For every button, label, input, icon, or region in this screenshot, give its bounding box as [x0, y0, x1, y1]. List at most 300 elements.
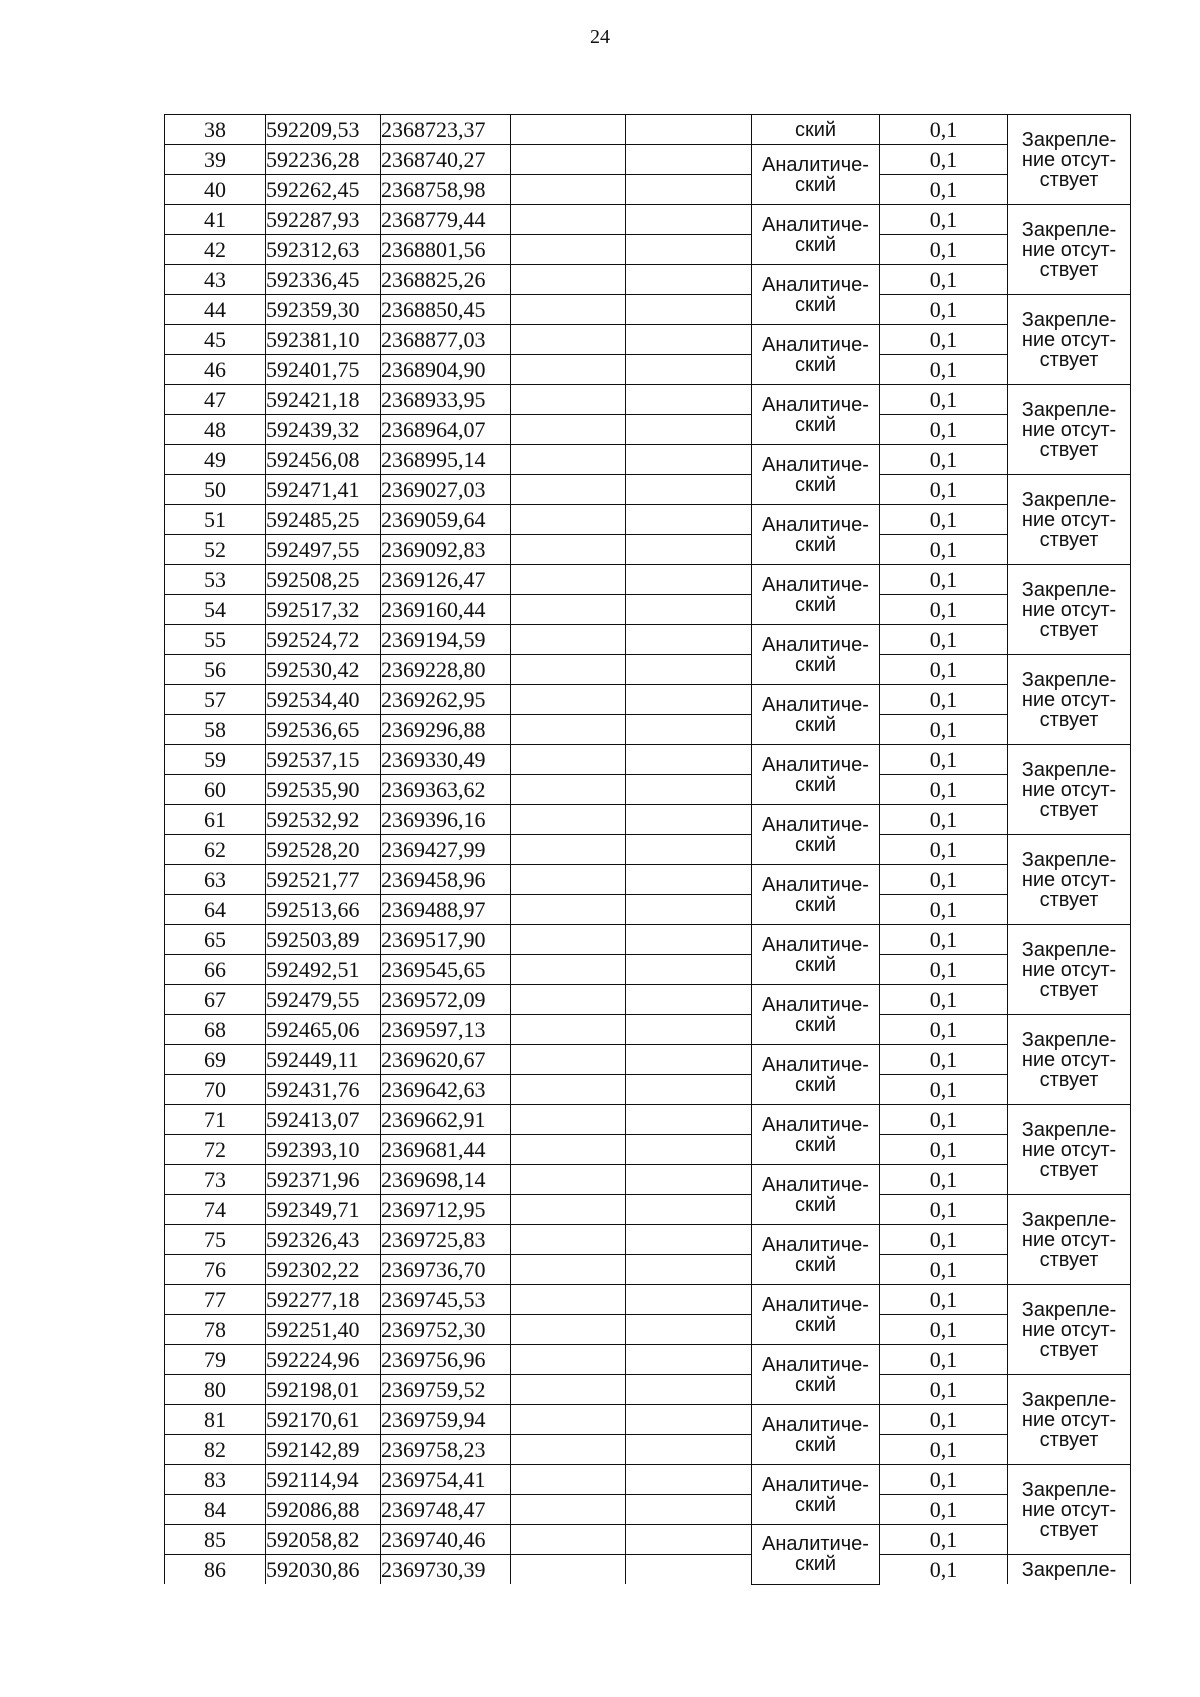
- method-cell-line: Аналитиче-: [762, 573, 869, 596]
- empty-cell: [511, 1435, 626, 1465]
- empty-cell: [511, 1195, 626, 1225]
- accuracy-cell: 0,1: [880, 1135, 1008, 1165]
- empty-cell: [511, 1285, 626, 1315]
- point-number-cell: 61: [165, 805, 266, 835]
- y-coordinate-cell: 2369740,46: [381, 1525, 511, 1555]
- y-coordinate-cell: 2369730,39: [381, 1555, 511, 1585]
- table-row: [165, 175, 1131, 205]
- method-cell-line: Аналитиче-: [762, 1233, 869, 1256]
- empty-cell: [626, 1435, 752, 1465]
- accuracy-cell: 0,1: [880, 1285, 1008, 1315]
- x-coordinate-cell: 592537,15: [266, 745, 381, 775]
- x-coordinate-cell: 592030,86: [266, 1555, 381, 1585]
- accuracy-cell: 0,1: [880, 1045, 1008, 1075]
- y-coordinate-cell: 2369330,49: [381, 745, 511, 775]
- accuracy-cell: 0,1: [880, 325, 1008, 355]
- method-cell: [752, 1105, 880, 1165]
- table-row: [165, 205, 1131, 235]
- method-cell-line: ский: [794, 1013, 837, 1036]
- point-number-cell: 70: [165, 1075, 266, 1105]
- empty-cell: [626, 1405, 752, 1435]
- empty-cell: [511, 535, 626, 565]
- method-cell-line: Аналитиче-: [762, 993, 869, 1016]
- point-number-cell: 43: [165, 265, 266, 295]
- point-number-cell: 40: [165, 175, 266, 205]
- method-cell: [752, 1465, 880, 1525]
- method-cell-line: Аналитиче-: [762, 813, 869, 836]
- fixing-cell: [1008, 385, 1131, 475]
- empty-cell: [626, 1465, 752, 1495]
- point-number-cell: 77: [165, 1285, 266, 1315]
- accuracy-cell: 0,1: [880, 1255, 1008, 1285]
- method-cell: [752, 865, 880, 925]
- accuracy-cell: 0,1: [880, 295, 1008, 325]
- method-cell-line: Аналитиче-: [762, 1173, 869, 1196]
- point-number-cell: 44: [165, 295, 266, 325]
- point-number-cell: 73: [165, 1165, 266, 1195]
- empty-cell: [511, 775, 626, 805]
- y-coordinate-cell: 2368801,56: [381, 235, 511, 265]
- x-coordinate-cell: 592277,18: [266, 1285, 381, 1315]
- x-coordinate-cell: 592371,96: [266, 1165, 381, 1195]
- fixing-cell-line: ние отсут-: [1021, 1498, 1117, 1521]
- fixing-cell-line: ние отсут-: [1021, 328, 1117, 351]
- table-row: [165, 895, 1131, 925]
- point-number-cell: 83: [165, 1465, 266, 1495]
- x-coordinate-cell: 592492,51: [266, 955, 381, 985]
- point-number-cell: 65: [165, 925, 266, 955]
- empty-cell: [626, 655, 752, 685]
- fixing-cell-line: ствует: [1039, 1518, 1099, 1541]
- x-coordinate-cell: 592535,90: [266, 775, 381, 805]
- y-coordinate-cell: 2368723,37: [381, 115, 511, 145]
- method-cell-line: ский: [794, 773, 837, 796]
- accuracy-cell: 0,1: [880, 745, 1008, 775]
- method-cell-line: ский: [794, 118, 837, 141]
- x-coordinate-cell: 592521,77: [266, 865, 381, 895]
- fixing-cell: [1008, 1555, 1131, 1585]
- empty-cell: [511, 1465, 626, 1495]
- method-cell: [752, 805, 880, 865]
- point-number-cell: 49: [165, 445, 266, 475]
- accuracy-cell: 0,1: [880, 1195, 1008, 1225]
- accuracy-cell: 0,1: [880, 775, 1008, 805]
- y-coordinate-cell: 2369597,13: [381, 1015, 511, 1045]
- table-row: [165, 1075, 1131, 1105]
- x-coordinate-cell: 592485,25: [266, 505, 381, 535]
- fixing-cell: [1008, 835, 1131, 925]
- x-coordinate-cell: 592349,71: [266, 1195, 381, 1225]
- fixing-cell-line: Закрепле-: [1021, 1028, 1117, 1051]
- accuracy-cell: 0,1: [880, 1495, 1008, 1525]
- table-row: [165, 985, 1131, 1015]
- empty-cell: [626, 1165, 752, 1195]
- empty-cell: [626, 715, 752, 745]
- method-cell-line: ский: [794, 1133, 837, 1156]
- method-cell-line: Аналитиче-: [762, 1473, 869, 1496]
- table-row: [165, 955, 1131, 985]
- x-coordinate-cell: 592524,72: [266, 625, 381, 655]
- fixing-cell-line: Закрепле-: [1021, 488, 1117, 511]
- table-row: [165, 385, 1131, 415]
- method-cell: [752, 745, 880, 805]
- y-coordinate-cell: 2369756,96: [381, 1345, 511, 1375]
- fixing-cell-line: Закрепле-: [1021, 128, 1117, 151]
- table-row: [165, 835, 1131, 865]
- x-coordinate-cell: 592471,41: [266, 475, 381, 505]
- method-cell: [752, 1225, 880, 1285]
- fixing-cell-line: ние отсут-: [1021, 148, 1117, 171]
- point-number-cell: 67: [165, 985, 266, 1015]
- accuracy-cell: 0,1: [880, 1465, 1008, 1495]
- y-coordinate-cell: 2369194,59: [381, 625, 511, 655]
- method-cell-line: ский: [794, 1433, 837, 1456]
- empty-cell: [626, 1255, 752, 1285]
- empty-cell: [626, 1225, 752, 1255]
- fixing-cell-line: ствует: [1039, 438, 1099, 461]
- table-row: [165, 1255, 1131, 1285]
- empty-cell: [626, 595, 752, 625]
- fixing-cell-line: ние отсут-: [1021, 1318, 1117, 1341]
- x-coordinate-cell: 592413,07: [266, 1105, 381, 1135]
- table-row: [165, 1135, 1131, 1165]
- method-cell: [752, 115, 880, 145]
- method-cell-line: ский: [794, 713, 837, 736]
- point-number-cell: 80: [165, 1375, 266, 1405]
- y-coordinate-cell: 2369736,70: [381, 1255, 511, 1285]
- x-coordinate-cell: 592326,43: [266, 1225, 381, 1255]
- accuracy-cell: 0,1: [880, 595, 1008, 625]
- x-coordinate-cell: 592209,53: [266, 115, 381, 145]
- coordinates-table: [164, 114, 1131, 1585]
- point-number-cell: 54: [165, 595, 266, 625]
- point-number-cell: 66: [165, 955, 266, 985]
- empty-cell: [511, 925, 626, 955]
- fixing-cell-line: Закрепле-: [1021, 1208, 1117, 1231]
- y-coordinate-cell: 2369517,90: [381, 925, 511, 955]
- empty-cell: [626, 865, 752, 895]
- empty-cell: [511, 505, 626, 535]
- method-cell: [752, 1525, 880, 1585]
- table-row: [165, 445, 1131, 475]
- accuracy-cell: 0,1: [880, 1165, 1008, 1195]
- method-cell-line: ский: [794, 1253, 837, 1276]
- x-coordinate-cell: 592449,11: [266, 1045, 381, 1075]
- x-coordinate-cell: 592439,32: [266, 415, 381, 445]
- accuracy-cell: 0,1: [880, 1525, 1008, 1555]
- empty-cell: [511, 895, 626, 925]
- empty-cell: [626, 1075, 752, 1105]
- empty-cell: [626, 1555, 752, 1585]
- table-row: [165, 1375, 1131, 1405]
- accuracy-cell: 0,1: [880, 1315, 1008, 1345]
- method-cell: [752, 625, 880, 685]
- method-cell-line: Аналитиче-: [762, 1113, 869, 1136]
- point-number-cell: 64: [165, 895, 266, 925]
- fixing-cell-line: Закрепле-: [1021, 1118, 1117, 1141]
- empty-cell: [511, 145, 626, 175]
- method-cell: [752, 685, 880, 745]
- empty-cell: [626, 415, 752, 445]
- y-coordinate-cell: 2368904,90: [381, 355, 511, 385]
- point-number-cell: 79: [165, 1345, 266, 1375]
- method-cell-line: Аналитиче-: [762, 1353, 869, 1376]
- method-cell-line: ский: [794, 653, 837, 676]
- x-coordinate-cell: 592086,88: [266, 1495, 381, 1525]
- empty-cell: [626, 235, 752, 265]
- empty-cell: [511, 745, 626, 775]
- empty-cell: [626, 565, 752, 595]
- empty-cell: [626, 1015, 752, 1045]
- accuracy-cell: 0,1: [880, 145, 1008, 175]
- empty-cell: [511, 1135, 626, 1165]
- fixing-cell-line: ние отсут-: [1021, 418, 1117, 441]
- empty-cell: [511, 1315, 626, 1345]
- method-cell-line: ский: [794, 1193, 837, 1216]
- y-coordinate-cell: 2369427,99: [381, 835, 511, 865]
- method-cell-line: ский: [794, 533, 837, 556]
- fixing-cell-line: Закрепле-: [1021, 218, 1117, 241]
- empty-cell: [511, 1495, 626, 1525]
- empty-cell: [511, 565, 626, 595]
- table-row: [165, 1555, 1131, 1585]
- empty-cell: [626, 505, 752, 535]
- empty-cell: [626, 1375, 752, 1405]
- fixing-cell-line: ствует: [1039, 978, 1099, 1001]
- method-cell-line: ский: [794, 473, 837, 496]
- y-coordinate-cell: 2369642,63: [381, 1075, 511, 1105]
- method-cell-line: ский: [794, 1373, 837, 1396]
- fixing-cell-line: ствует: [1039, 528, 1099, 551]
- method-cell-line: ский: [794, 1493, 837, 1516]
- point-number-cell: 68: [165, 1015, 266, 1045]
- table-row: [165, 655, 1131, 685]
- point-number-cell: 48: [165, 415, 266, 445]
- fixing-cell-line: ние отсут-: [1021, 868, 1117, 891]
- point-number-cell: 46: [165, 355, 266, 385]
- fixing-cell-line: ствует: [1039, 258, 1099, 281]
- y-coordinate-cell: 2369262,95: [381, 685, 511, 715]
- point-number-cell: 86: [165, 1555, 266, 1585]
- y-coordinate-cell: 2369620,67: [381, 1045, 511, 1075]
- empty-cell: [511, 295, 626, 325]
- table-row: [165, 595, 1131, 625]
- y-coordinate-cell: 2369458,96: [381, 865, 511, 895]
- method-cell-line: Аналитиче-: [762, 453, 869, 476]
- empty-cell: [511, 415, 626, 445]
- x-coordinate-cell: 592456,08: [266, 445, 381, 475]
- x-coordinate-cell: 592401,75: [266, 355, 381, 385]
- empty-cell: [511, 1075, 626, 1105]
- table-row: [165, 145, 1131, 175]
- table-row: [165, 505, 1131, 535]
- table-row: [165, 1345, 1131, 1375]
- table-row: [165, 325, 1131, 355]
- accuracy-cell: 0,1: [880, 505, 1008, 535]
- x-coordinate-cell: 592142,89: [266, 1435, 381, 1465]
- accuracy-cell: 0,1: [880, 1015, 1008, 1045]
- y-coordinate-cell: 2369545,65: [381, 955, 511, 985]
- y-coordinate-cell: 2369759,52: [381, 1375, 511, 1405]
- accuracy-cell: 0,1: [880, 685, 1008, 715]
- fixing-cell: [1008, 925, 1131, 1015]
- empty-cell: [626, 385, 752, 415]
- x-coordinate-cell: 592508,25: [266, 565, 381, 595]
- accuracy-cell: 0,1: [880, 565, 1008, 595]
- accuracy-cell: 0,1: [880, 1435, 1008, 1465]
- empty-cell: [511, 235, 626, 265]
- point-number-cell: 76: [165, 1255, 266, 1285]
- y-coordinate-cell: 2369572,09: [381, 985, 511, 1015]
- point-number-cell: 69: [165, 1045, 266, 1075]
- table-row: [165, 685, 1131, 715]
- fixing-cell-line: ствует: [1039, 1248, 1099, 1271]
- y-coordinate-cell: 2369698,14: [381, 1165, 511, 1195]
- method-cell: [752, 1405, 880, 1465]
- empty-cell: [511, 115, 626, 145]
- method-cell: [752, 145, 880, 205]
- x-coordinate-cell: 592251,40: [266, 1315, 381, 1345]
- point-number-cell: 78: [165, 1315, 266, 1345]
- accuracy-cell: 0,1: [880, 1225, 1008, 1255]
- y-coordinate-cell: 2368964,07: [381, 415, 511, 445]
- accuracy-cell: 0,1: [880, 625, 1008, 655]
- empty-cell: [626, 325, 752, 355]
- method-cell-line: Аналитиче-: [762, 393, 869, 416]
- method-cell-line: Аналитиче-: [762, 333, 869, 356]
- table-row: [165, 1165, 1131, 1195]
- method-cell: [752, 445, 880, 505]
- fixing-cell-line: ние отсут-: [1021, 958, 1117, 981]
- fixing-cell: [1008, 1285, 1131, 1375]
- fixing-cell-line: ние отсут-: [1021, 688, 1117, 711]
- y-coordinate-cell: 2369059,64: [381, 505, 511, 535]
- fixing-cell-line: Закрепле-: [1021, 1388, 1117, 1411]
- x-coordinate-cell: 592532,92: [266, 805, 381, 835]
- fixing-cell-line: ние отсут-: [1021, 778, 1117, 801]
- point-number-cell: 51: [165, 505, 266, 535]
- x-coordinate-cell: 592431,76: [266, 1075, 381, 1105]
- fixing-cell-line: ние отсут-: [1021, 1408, 1117, 1431]
- fixing-cell-line: ствует: [1039, 348, 1099, 371]
- empty-cell: [626, 925, 752, 955]
- table-row: [165, 1015, 1131, 1045]
- y-coordinate-cell: 2368758,98: [381, 175, 511, 205]
- fixing-cell-line: ствует: [1039, 618, 1099, 641]
- point-number-cell: 38: [165, 115, 266, 145]
- x-coordinate-cell: 592114,94: [266, 1465, 381, 1495]
- table-row: [165, 565, 1131, 595]
- y-coordinate-cell: 2368779,44: [381, 205, 511, 235]
- point-number-cell: 85: [165, 1525, 266, 1555]
- method-cell-line: ский: [794, 413, 837, 436]
- table-row: [165, 1435, 1131, 1465]
- method-cell-line: ский: [794, 593, 837, 616]
- y-coordinate-cell: 2369681,44: [381, 1135, 511, 1165]
- fixing-cell-line: ние отсут-: [1021, 508, 1117, 531]
- empty-cell: [626, 1195, 752, 1225]
- accuracy-cell: 0,1: [880, 535, 1008, 565]
- x-coordinate-cell: 592497,55: [266, 535, 381, 565]
- empty-cell: [511, 955, 626, 985]
- method-cell-line: Аналитиче-: [762, 933, 869, 956]
- empty-cell: [626, 745, 752, 775]
- empty-cell: [626, 355, 752, 385]
- fixing-cell-line: ние отсут-: [1021, 598, 1117, 621]
- method-cell: [752, 565, 880, 625]
- method-cell-line: Аналитиче-: [762, 513, 869, 536]
- empty-cell: [511, 385, 626, 415]
- table-row: [165, 1285, 1131, 1315]
- accuracy-cell: 0,1: [880, 985, 1008, 1015]
- empty-cell: [511, 685, 626, 715]
- fixing-cell-line: Закрепле-: [1021, 398, 1117, 421]
- empty-cell: [626, 445, 752, 475]
- point-number-cell: 53: [165, 565, 266, 595]
- x-coordinate-cell: 592224,96: [266, 1345, 381, 1375]
- empty-cell: [511, 1525, 626, 1555]
- accuracy-cell: 0,1: [880, 1405, 1008, 1435]
- y-coordinate-cell: 2369363,62: [381, 775, 511, 805]
- method-cell-line: ский: [794, 953, 837, 976]
- empty-cell: [626, 985, 752, 1015]
- empty-cell: [511, 985, 626, 1015]
- fixing-cell: [1008, 1195, 1131, 1285]
- table-row: [165, 1105, 1131, 1135]
- empty-cell: [511, 355, 626, 385]
- x-coordinate-cell: 592312,63: [266, 235, 381, 265]
- point-number-cell: 47: [165, 385, 266, 415]
- method-cell-line: Аналитиче-: [762, 1293, 869, 1316]
- fixing-cell-line: ствует: [1039, 708, 1099, 731]
- empty-cell: [626, 955, 752, 985]
- accuracy-cell: 0,1: [880, 445, 1008, 475]
- table-row: [165, 535, 1131, 565]
- fixing-cell-line: Закрепле-: [1021, 578, 1117, 601]
- point-number-cell: 59: [165, 745, 266, 775]
- empty-cell: [626, 205, 752, 235]
- method-cell: [752, 385, 880, 445]
- x-coordinate-cell: 592170,61: [266, 1405, 381, 1435]
- empty-cell: [626, 625, 752, 655]
- method-cell-line: Аналитиче-: [762, 633, 869, 656]
- fixing-cell-line: Закрепле-: [1021, 848, 1117, 871]
- accuracy-cell: 0,1: [880, 865, 1008, 895]
- empty-cell: [626, 835, 752, 865]
- empty-cell: [511, 1375, 626, 1405]
- empty-cell: [511, 1045, 626, 1075]
- fixing-cell-line: ние отсут-: [1021, 238, 1117, 261]
- fixing-cell-line: ствует: [1039, 1428, 1099, 1451]
- accuracy-cell: 0,1: [880, 235, 1008, 265]
- x-coordinate-cell: 592302,22: [266, 1255, 381, 1285]
- table-row: [165, 715, 1131, 745]
- empty-cell: [626, 1135, 752, 1165]
- fixing-cell-line: Закрепле-: [1021, 668, 1117, 691]
- empty-cell: [626, 1525, 752, 1555]
- table-row: [165, 355, 1131, 385]
- table-row: [165, 265, 1131, 295]
- fixing-cell-line: ствует: [1039, 798, 1099, 821]
- y-coordinate-cell: 2369296,88: [381, 715, 511, 745]
- empty-cell: [626, 1045, 752, 1075]
- empty-cell: [511, 1555, 626, 1585]
- fixing-cell-line: ствует: [1039, 888, 1099, 911]
- point-number-cell: 41: [165, 205, 266, 235]
- x-coordinate-cell: 592058,82: [266, 1525, 381, 1555]
- point-number-cell: 57: [165, 685, 266, 715]
- x-coordinate-cell: 592236,28: [266, 145, 381, 175]
